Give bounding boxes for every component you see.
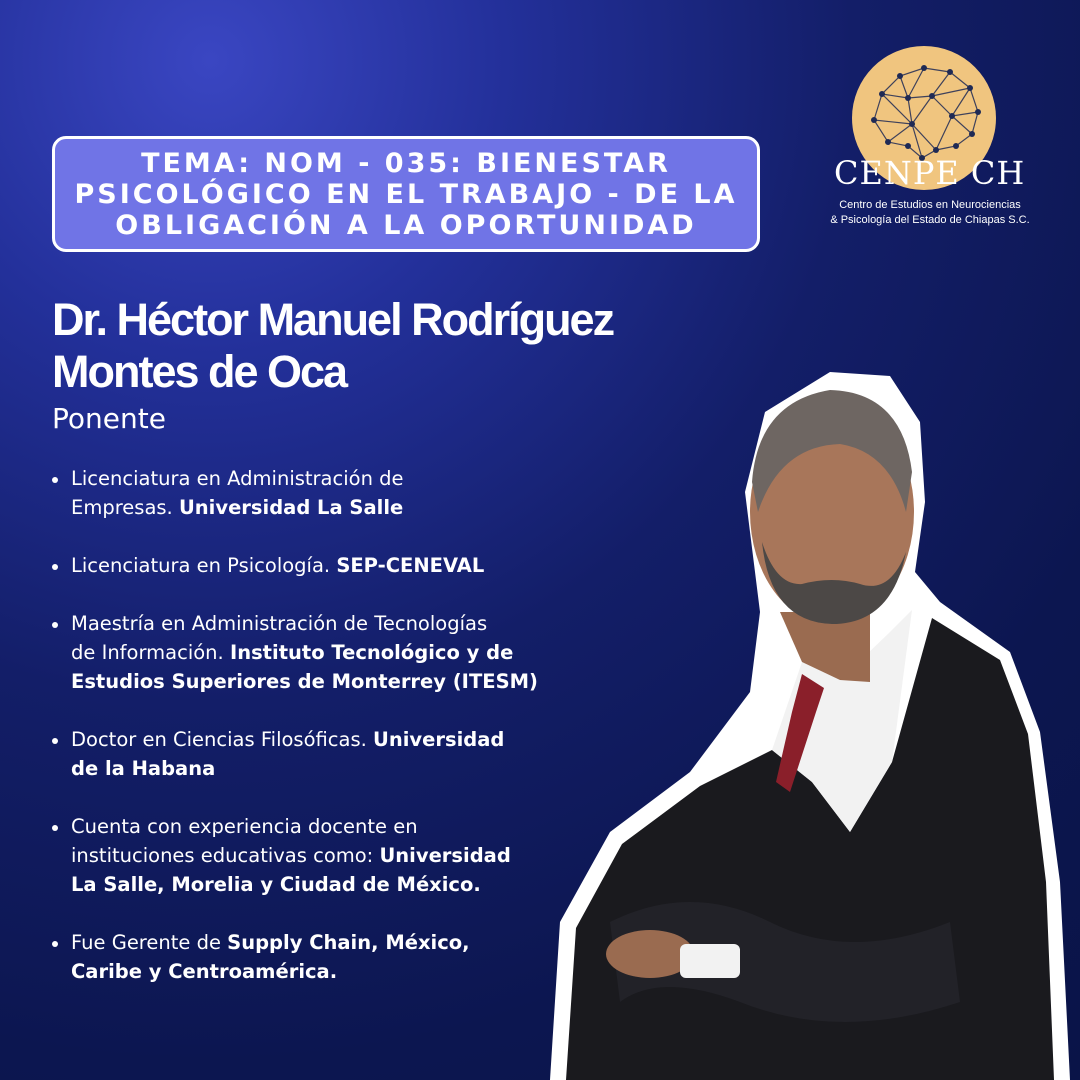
topic-line-2: PSICOLÓGICO EN EL TRABAJO - DE LA xyxy=(74,178,738,210)
topic-line-3: OBLIGACIÓN A LA OPORTUNIDAD xyxy=(115,209,697,241)
topic-banner xyxy=(52,136,760,252)
logo-caption-line-1: Centro de Estudios en Neurociencias xyxy=(839,199,1021,211)
shirt-cuff xyxy=(680,944,740,978)
credentials-list xyxy=(52,464,552,986)
credential-item: Licenciatura en Psicología. SEP-CENEVAL xyxy=(52,551,552,580)
speaker-name-line-1: Dr. Héctor Manuel Rodríguez xyxy=(52,294,614,345)
credential-item: Cuenta con experiencia docente en instituciones educativas como: Universidad La Salle, Morelia y Ciudad de México. xyxy=(52,812,552,899)
credential-item: Doctor en Ciencias Filosóficas. Universidad de la Habana xyxy=(52,725,552,783)
cenpech-logo xyxy=(800,44,1060,234)
logo-wordmark: CENPE CH xyxy=(834,154,1026,192)
topic-line-1: TEMA: NOM - 035: BIENESTAR xyxy=(141,147,671,179)
logo-caption-line-2: & Psicología del Estado de Chiapas S.C. xyxy=(830,214,1030,226)
speaker-portrait xyxy=(540,362,1080,1080)
speaker-role: Ponente xyxy=(52,402,166,435)
speaker-name-line-2: Montes de Oca xyxy=(52,346,347,397)
credential-item: Licenciatura en Administración de Empresas. Universidad La Salle xyxy=(52,464,552,522)
credential-item: Maestría en Administración de Tecnologías de Información. Instituto Tecnológico y de Estudios Superiores de Monterrey (ITESM) xyxy=(52,609,552,696)
credential-item: Fue Gerente de Supply Chain, México, Caribe y Centroamérica. xyxy=(52,928,552,986)
logo-caption xyxy=(800,198,1060,228)
